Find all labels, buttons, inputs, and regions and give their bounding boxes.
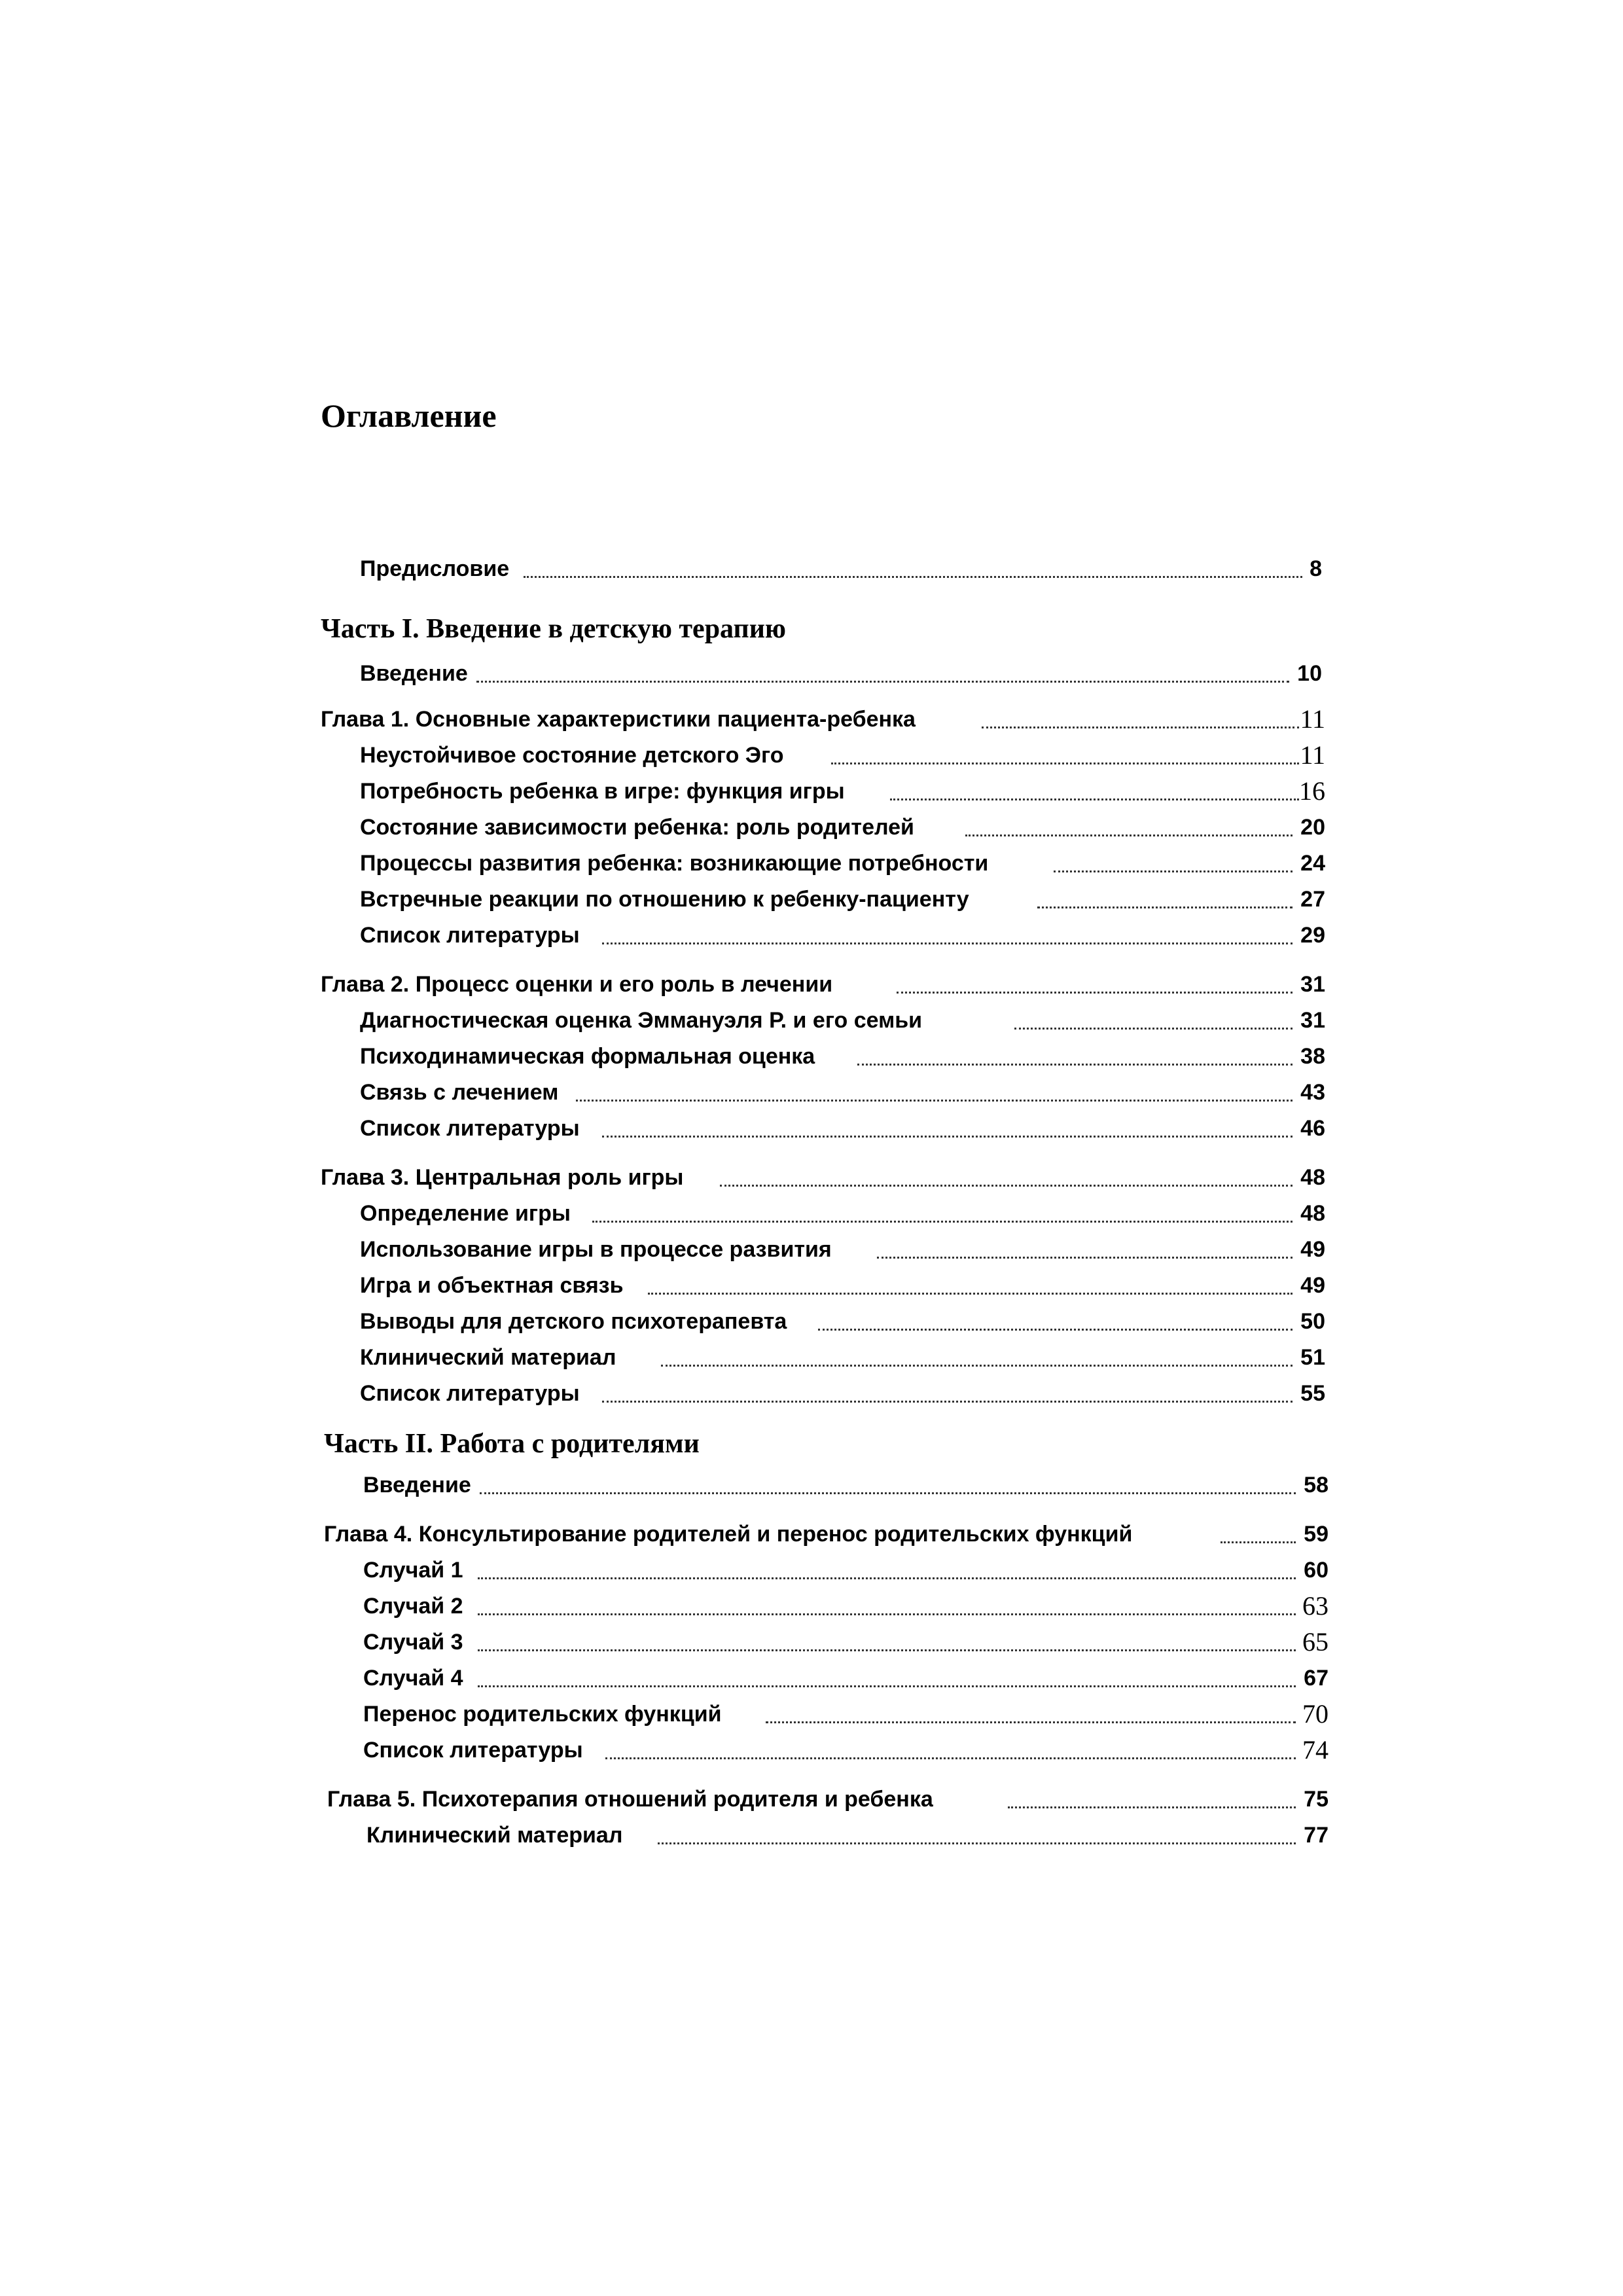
- toc-entry[interactable]: [360, 884, 1325, 915]
- toc-entry-label: Клинический материал: [360, 1345, 616, 1370]
- toc-entry-label: Неустойчивое состояние детского Эго: [360, 743, 784, 768]
- dot-leader: [965, 805, 1293, 836]
- dot-leader: [476, 651, 1289, 683]
- dot-leader: [1037, 877, 1293, 908]
- dot-leader: [1054, 841, 1293, 872]
- toc-entry-label: Случай 4: [363, 1666, 463, 1691]
- toc-entry-page: 8: [1310, 556, 1322, 581]
- toc-entry-intro[interactable]: [363, 1469, 1329, 1501]
- toc-entry-label: Список литературы: [360, 923, 580, 948]
- dot-leader: [766, 1692, 1296, 1723]
- toc-entry-page: 38: [1300, 1044, 1325, 1069]
- dot-leader: [605, 1728, 1296, 1759]
- dot-leader: [480, 1463, 1296, 1494]
- toc-entry-page: 11: [1300, 704, 1325, 734]
- toc-entry-page: 24: [1300, 851, 1325, 876]
- toc-entry-page: 27: [1300, 887, 1325, 912]
- toc-entry-page: 46: [1300, 1116, 1325, 1141]
- toc-entry-page: 75: [1304, 1787, 1329, 1812]
- toc-entry[interactable]: [360, 1234, 1325, 1265]
- dot-leader: [1008, 1777, 1296, 1808]
- dot-leader: [576, 1070, 1293, 1102]
- toc-entry-page: 59: [1304, 1522, 1329, 1547]
- toc-entry[interactable]: [360, 1342, 1325, 1373]
- toc-entry-label: Встречные реакции по отношению к ребенку-пациенту: [360, 887, 969, 912]
- dot-leader: [602, 913, 1293, 944]
- toc-entry-page: 50: [1300, 1309, 1325, 1334]
- toc-chapter-label: Глава 5. Психотерапия отношений родителя и ребенка: [327, 1787, 933, 1812]
- dot-leader: [592, 1191, 1293, 1223]
- toc-entry[interactable]: [360, 920, 1325, 951]
- toc-entry-page: 70: [1302, 1699, 1329, 1729]
- toc-entry-page: 77: [1304, 1823, 1329, 1848]
- toc-chapter-label: Глава 2. Процесс оценки и его роль в лечении: [321, 972, 833, 997]
- toc-entry-preface[interactable]: [360, 553, 1322, 584]
- toc-entry-page: 49: [1300, 1273, 1325, 1298]
- toc-entry[interactable]: [360, 812, 1325, 843]
- toc-entry-label: Введение: [360, 661, 468, 686]
- toc-entry-label: Клинический материал: [366, 1823, 623, 1848]
- dot-leader: [1221, 1512, 1296, 1543]
- dot-leader: [602, 1106, 1293, 1138]
- toc-entry-page: 65: [1302, 1627, 1329, 1657]
- toc-chapter[interactable]: [327, 1784, 1329, 1815]
- dot-leader: [1014, 998, 1293, 1030]
- toc-entry-label: Случай 3: [363, 1630, 463, 1655]
- toc-entry-page: 48: [1300, 1165, 1325, 1190]
- toc-entry[interactable]: [363, 1554, 1329, 1586]
- toc-chapter-label: Глава 4. Консультирование родителей и перенос родительских функций: [324, 1522, 1133, 1547]
- dot-leader: [890, 769, 1299, 800]
- toc-entry[interactable]: [363, 1734, 1329, 1766]
- toc-entry-label: Использование игры в процессе развития: [360, 1237, 832, 1262]
- dot-leader: [478, 1656, 1296, 1687]
- toc-entry-page: 51: [1300, 1345, 1325, 1370]
- toc-entry-page: 49: [1300, 1237, 1325, 1262]
- toc-chapter-label: Глава 3. Центральная роль игры: [321, 1165, 684, 1190]
- toc-entry-label: Связь с лечением: [360, 1080, 559, 1105]
- toc-entry-page: 63: [1302, 1591, 1329, 1621]
- dot-leader: [658, 1813, 1296, 1844]
- toc-entry-label: Игра и объектная связь: [360, 1273, 624, 1298]
- toc-entry[interactable]: [363, 1662, 1329, 1694]
- toc-entry-page: 16: [1299, 776, 1325, 806]
- toc-entry-label: Предисловие: [360, 556, 510, 581]
- toc-entry-page: 31: [1300, 1008, 1325, 1033]
- toc-entry[interactable]: [363, 1698, 1329, 1730]
- dot-leader: [982, 697, 1299, 728]
- toc-entry[interactable]: [360, 1306, 1325, 1337]
- toc-entry[interactable]: [363, 1590, 1329, 1622]
- toc-chapter-label: Глава 1. Основные характеристики пациента-ребенка: [321, 707, 916, 732]
- toc-entry-page: 31: [1300, 972, 1325, 997]
- toc-entry-label: Процессы развития ребенка: возникающие потребности: [360, 851, 989, 876]
- toc-entry[interactable]: [360, 848, 1325, 879]
- toc-entry-page: 11: [1300, 740, 1325, 770]
- toc-entry-page: 67: [1304, 1666, 1329, 1691]
- dot-leader: [602, 1371, 1293, 1403]
- toc-chapter[interactable]: [321, 704, 1325, 735]
- toc-entry-page: 60: [1304, 1558, 1329, 1583]
- toc-entry-label: Случай 2: [363, 1594, 463, 1619]
- toc-entry[interactable]: [360, 1077, 1325, 1108]
- dot-leader: [818, 1299, 1293, 1331]
- dot-leader: [857, 1034, 1293, 1066]
- toc-entry[interactable]: [360, 1270, 1325, 1301]
- toc-entry-label: Список литературы: [360, 1116, 580, 1141]
- part-heading: Часть I. Введение в детскую терапию: [321, 614, 786, 644]
- toc-entry[interactable]: [360, 1041, 1325, 1072]
- toc-entry-label: Введение: [363, 1473, 471, 1498]
- dot-leader: [478, 1584, 1296, 1615]
- toc-entry-label: Список литературы: [360, 1381, 580, 1406]
- toc-entry-page: 48: [1300, 1201, 1325, 1226]
- toc-entry[interactable]: [360, 1113, 1325, 1144]
- toc-entry[interactable]: [366, 1820, 1329, 1851]
- toc-entry-intro[interactable]: [360, 658, 1322, 689]
- page-title: Оглавление: [321, 397, 497, 434]
- dot-leader: [478, 1548, 1296, 1579]
- toc-entry-page: 20: [1300, 815, 1325, 840]
- dot-leader: [831, 733, 1299, 764]
- dot-leader: [478, 1620, 1296, 1651]
- toc-entry-label: Состояние зависимости ребенка: роль родителей: [360, 815, 914, 840]
- toc-entry-label: Перенос родительских функций: [363, 1702, 722, 1727]
- toc-entry[interactable]: [360, 740, 1325, 771]
- dot-leader: [720, 1155, 1293, 1187]
- part-heading: Часть II. Работа с родителями: [324, 1429, 700, 1459]
- toc-entry[interactable]: [360, 1005, 1325, 1036]
- toc-entry[interactable]: [360, 776, 1325, 807]
- toc-entry[interactable]: [360, 1378, 1325, 1409]
- toc-entry-page: 58: [1304, 1473, 1329, 1498]
- dot-leader: [524, 547, 1302, 578]
- dot-leader: [897, 962, 1293, 994]
- dot-leader: [648, 1263, 1293, 1295]
- toc-entry-label: Диагностическая оценка Эммануэля Р. и его семьи: [360, 1008, 923, 1033]
- toc-entry-label: Психодинамическая формальная оценка: [360, 1044, 815, 1069]
- dot-leader: [877, 1227, 1293, 1259]
- toc-entry[interactable]: [360, 1198, 1325, 1229]
- toc-entry-label: Случай 1: [363, 1558, 463, 1583]
- toc-entry[interactable]: [363, 1626, 1329, 1658]
- dot-leader: [661, 1335, 1293, 1367]
- toc-entry-page: 55: [1300, 1381, 1325, 1406]
- toc-entry-label: Определение игры: [360, 1201, 571, 1226]
- toc-entry-page: 10: [1297, 661, 1322, 686]
- toc-entry-label: Выводы для детского психотерапевта: [360, 1309, 787, 1334]
- toc-chapter[interactable]: [321, 1162, 1325, 1193]
- toc-chapter[interactable]: [321, 969, 1325, 1000]
- toc-entry-page: 29: [1300, 923, 1325, 948]
- toc-entry-page: 43: [1300, 1080, 1325, 1105]
- toc-entry-label: Потребность ребенка в игре: функция игры: [360, 779, 845, 804]
- toc-chapter[interactable]: [324, 1518, 1329, 1550]
- toc-entry-label: Список литературы: [363, 1738, 583, 1763]
- toc-entry-page: 74: [1302, 1735, 1329, 1765]
